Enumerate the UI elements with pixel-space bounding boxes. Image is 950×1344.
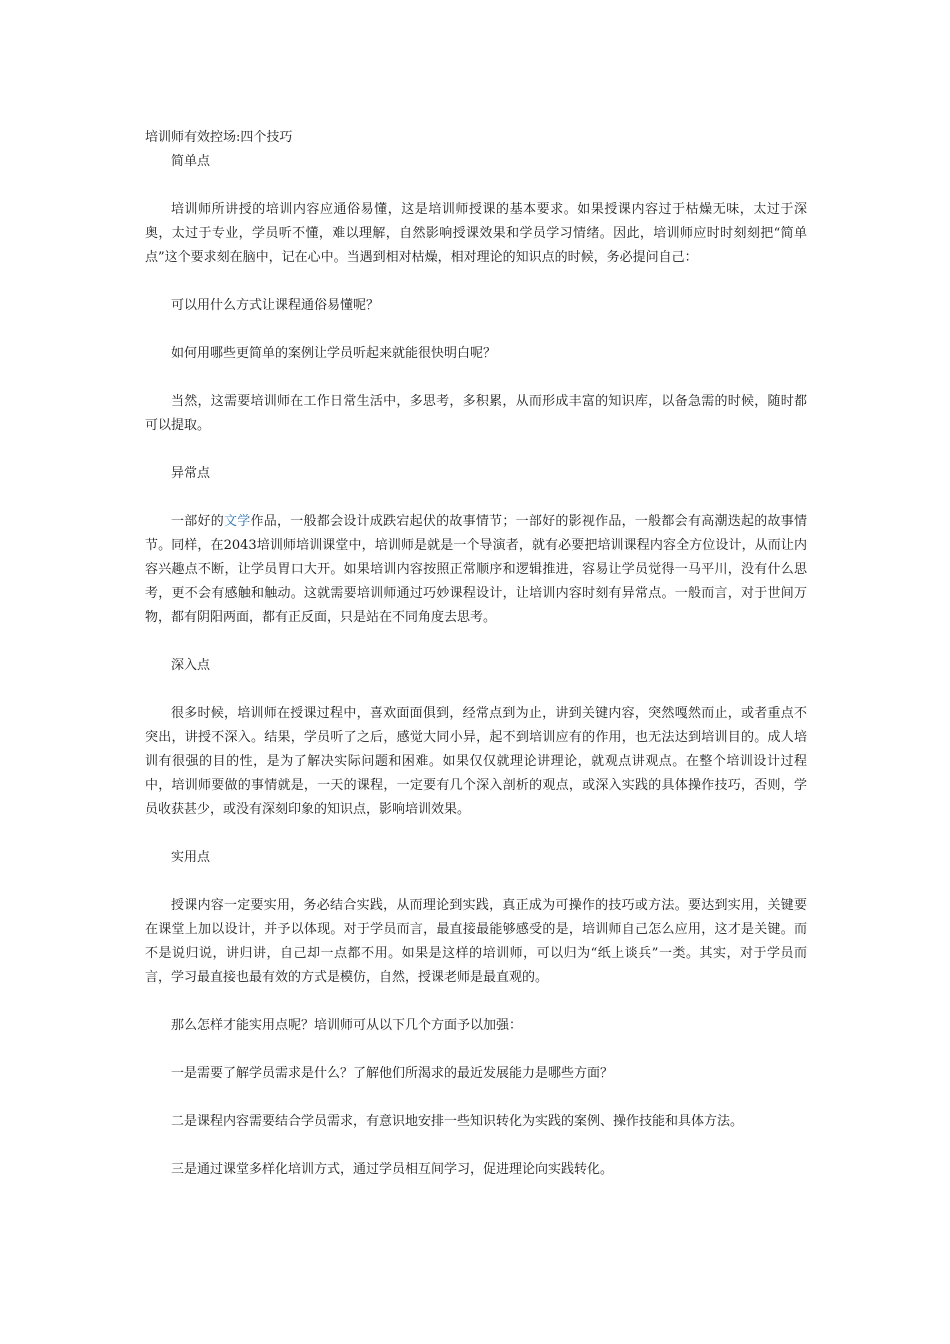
list-item: 二是课程内容需要结合学员需求，有意识地安排一些知识转化为实践的案例、操作技能和具体方法。 [171,1114,744,1129]
paragraph: 当然，这需要培训师在工作日常生活中，多思考，多积累，从而形成丰富的知识库，以备急需的时候，随时都可以提取。 [145,394,807,433]
list-item: 三是通过课堂多样化培训方式，通过学员相互间学习，促进理论向实践转化。 [171,1162,614,1177]
section-heading-simple: 简单点 [171,154,211,169]
document-body [145,126,807,1182]
paragraph: 那么怎样才能实用点呢？培训师可从以下几个方面予以加强： [171,1018,523,1033]
paragraph: 很多时候，培训师在授课过程中，喜欢面面俱到，经常点到为止，讲到关键内容，突然嘎然而止，或者重点不突出，讲授不深入。结果，学员听了之后，感觉大同小异，起不到培训应有的作用，也无法达到培训目的。成人培训有很强的目的性，是为了解决实际问题和困难。如果仅仅就理论讲理论，就观点讲观点。在整个培训设计过程中，培训师要做的事情就是，一天的课程，一定要有几个深入剖析的观点，或深入实践的具体操作技巧，否则，学员收获甚少，或没有深刻印象的知识点，影响培训效果。 [145,706,807,817]
paragraph-text: 作品，一般都会设计成跌宕起伏的故事情节；一部好的影视作品，一般都会有高潮迭起的故事情节。同样，在2043培训师培训课堂中，培训师是就是一个导演者，就有必要把培训课程内容全方位设计，从而让内容兴趣点不断，让学员胃口大开。如果培训内容按照正常顺序和逻辑推进，容易让学员觉得一马平川，没有什么思考，更不会有感触和触动。这就需要培训师通过巧妙课程设计，让培训内容时刻有异常点。一般而言，对于世间万物，都有阴阳两面，都有正反面，只是站在不同角度去思考。 [145,514,807,625]
literature-link[interactable]: 文学 [224,514,251,529]
list-item: 一是需要了解学员需求是什么？了解他们所渴求的最近发展能力是哪些方面？ [171,1066,614,1081]
section-heading-practical: 实用点 [171,850,211,865]
section-heading-deep: 深入点 [171,658,211,673]
paragraph: 如何用哪些更简单的案例让学员听起来就能很快明白呢？ [171,346,497,361]
paragraph [145,510,807,630]
paragraph: 可以用什么方式让课程通俗易懂呢？ [171,298,380,313]
paragraph: 授课内容一定要实用，务必结合实践，从而理论到实践，真正成为可操作的技巧或方法。要达到实用，关键要在课堂上加以设计，并予以体现。对于学员而言，最直接最能够感受的是，培训师自己怎么应用，这才是关键。而不是说归说，讲归讲，自己却一点都不用。如果是这样的培训师，可以归为“纸上谈兵”一类。其实，对于学员而言，学习最直接也最有效的方式是模仿，自然，授课老师是最直观的。 [145,898,807,985]
paragraph-text: 一部好的 [171,514,225,529]
section-heading-unusual: 异常点 [171,466,211,481]
document-title: 培训师有效控场:四个技巧 [145,130,293,145]
paragraph: 培训师所讲授的培训内容应通俗易懂，这是培训师授课的基本要求。如果授课内容过于枯燥无味，太过于深奥，太过于专业，学员听不懂，难以理解，自然影响授课效果和学员学习情绪。因此，培训师应时时刻刻把“简单点”这个要求刻在脑中，记在心中。当遇到相对枯燥，相对理论的知识点的时候，务必提问自己： [145,202,807,265]
